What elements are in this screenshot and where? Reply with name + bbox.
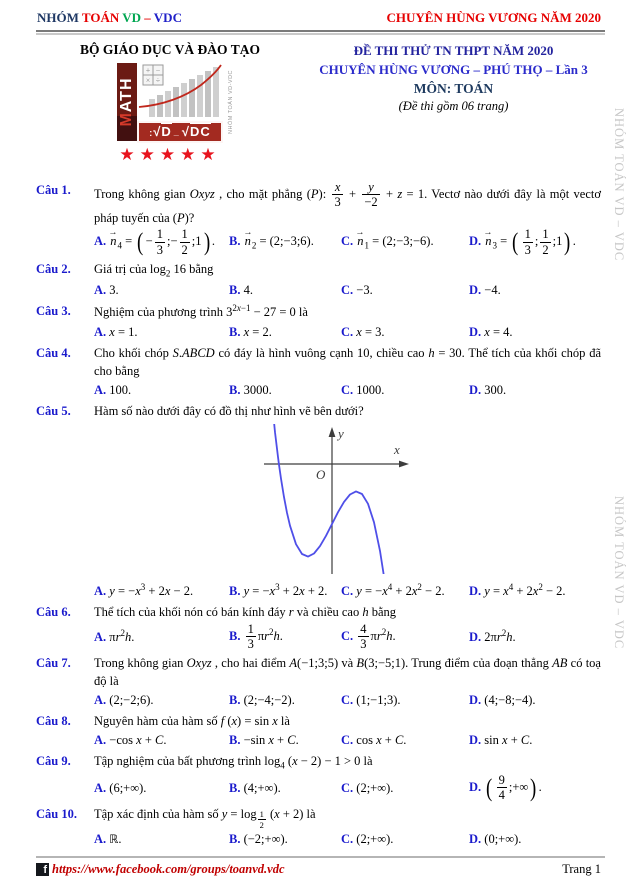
answer-option bbox=[229, 381, 341, 399]
option-letter: D. bbox=[469, 693, 482, 708]
option-text: ℝ. bbox=[109, 832, 122, 847]
facebook-group-link[interactable]: https://www.facebook.com/groups/toanvd.vdc bbox=[52, 862, 285, 876]
answer-option bbox=[94, 731, 229, 749]
answer-option bbox=[341, 281, 469, 299]
option-text: x = 4. bbox=[484, 324, 513, 339]
option-letter: D. bbox=[469, 733, 482, 748]
option-letter: B. bbox=[229, 283, 241, 298]
answer-option bbox=[341, 581, 469, 600]
option-text: (1;−1;3). bbox=[353, 693, 401, 708]
answer-option bbox=[469, 731, 601, 749]
question-label: Câu 1. bbox=[36, 183, 71, 197]
option-text: (2;+∞). bbox=[353, 781, 394, 796]
exam-subject: MÔN: TOÁN bbox=[413, 81, 494, 96]
option-text: 3000. bbox=[240, 382, 272, 397]
logo-math-m: M bbox=[118, 112, 135, 127]
option-letter: A. bbox=[94, 832, 107, 847]
option-text: 4. bbox=[240, 283, 253, 298]
option-text: −sin x + C. bbox=[240, 733, 299, 748]
answer-options bbox=[94, 830, 601, 848]
answer-options bbox=[94, 623, 601, 651]
function-graph bbox=[244, 424, 601, 578]
option-letter: D. bbox=[469, 283, 482, 298]
option-letter: B. bbox=[229, 693, 241, 708]
option-text: $y = -x^3 + 2x + 2$. bbox=[243, 582, 328, 599]
answer-options bbox=[94, 228, 601, 256]
option-letter: C. bbox=[341, 781, 354, 796]
option-text: (4;−8;−4). bbox=[481, 693, 536, 708]
answer-option bbox=[469, 774, 601, 802]
answer-option bbox=[341, 232, 469, 253]
option-text: (2;−4;−2). bbox=[240, 693, 295, 708]
question-label: Câu 8. bbox=[36, 714, 71, 729]
answer-options bbox=[94, 323, 601, 341]
ministry-title: BỘ GIÁO DỤC VÀ ĐÀO TẠO bbox=[80, 42, 260, 57]
option-text: $y = x^4 + 2x^2 - 2$. bbox=[484, 582, 566, 599]
option-letter: C. bbox=[341, 693, 354, 708]
answer-option bbox=[229, 779, 341, 797]
group-name bbox=[37, 10, 182, 26]
answer-option bbox=[229, 323, 341, 341]
facebook-icon: f bbox=[36, 863, 49, 876]
exam-pages-note: (Đề thi gồm 06 trang) bbox=[398, 99, 509, 113]
question-body: Tập nghiệm của bất phương trình $\log_4 (x - 2) - 1 > 0$ là bbox=[94, 754, 373, 771]
question bbox=[36, 260, 601, 300]
answer-option bbox=[469, 627, 601, 646]
option-letter: C. bbox=[341, 234, 354, 249]
header-vdc: VDC bbox=[153, 10, 182, 25]
answer-options bbox=[94, 281, 601, 299]
option-text: 3. bbox=[106, 283, 119, 298]
svg-text:÷: ÷ bbox=[155, 76, 161, 85]
option-text: $\frac{4}{3}$ $\pi r^2h$. bbox=[360, 621, 396, 651]
answer-option bbox=[469, 323, 601, 341]
question-body: Trong không gian Oxyz , cho hai điểm A(−1;3;5) và B(3;−5;1). Trung điểm của đoạn thẳng AB có toạ độ là bbox=[94, 655, 601, 688]
answer-option bbox=[94, 581, 229, 600]
footer-divider bbox=[36, 856, 605, 858]
answer-option bbox=[469, 281, 601, 299]
option-text: → $n_3$ = ( $\frac{1}{3}$ ; $\frac{1}{2}$ ;1) . bbox=[481, 234, 576, 248]
logo-math-bar bbox=[117, 63, 137, 141]
option-letter: A. bbox=[94, 324, 107, 339]
watermark-top: NHÓM TOÁN VD – VDC bbox=[612, 108, 626, 262]
option-letter: C. bbox=[341, 584, 354, 599]
answer-option bbox=[341, 779, 469, 797]
option-letter: C. bbox=[341, 324, 354, 339]
svg-text:−: − bbox=[155, 66, 161, 75]
header-toan: TOÁN bbox=[81, 10, 120, 25]
option-text: −cos x + C. bbox=[106, 733, 167, 748]
x-axis-label: x bbox=[394, 442, 400, 458]
watermark-bottom: NHÓM TOÁN VD – VDC bbox=[612, 496, 626, 650]
header-vd: VD bbox=[122, 10, 142, 25]
logo-vd-vdc-band: :√D _ √DC bbox=[137, 121, 223, 143]
answer-option bbox=[94, 691, 229, 709]
exam-title-line1: ĐỀ THI THỬ TN THPT NĂM 2020 bbox=[353, 43, 554, 58]
option-text: 1000. bbox=[353, 382, 385, 397]
option-letter: D. bbox=[469, 324, 482, 339]
option-letter: A. bbox=[94, 584, 107, 599]
bar-chart-growth-icon bbox=[137, 63, 223, 121]
answer-option bbox=[229, 281, 341, 299]
option-letter: B. bbox=[229, 584, 241, 599]
vd-vdc-logo bbox=[117, 63, 234, 141]
header-exam-name: CHUYÊN HÙNG VƯƠNG NĂM 2020 bbox=[386, 10, 601, 25]
option-text: 100. bbox=[106, 382, 132, 397]
option-letter: B. bbox=[229, 324, 241, 339]
logo-side-text: NHÓM TOÁN VD-VDC bbox=[228, 69, 234, 135]
answer-options bbox=[94, 731, 601, 749]
calculator-icon bbox=[143, 65, 163, 85]
answer-option bbox=[341, 323, 469, 341]
question bbox=[36, 805, 601, 848]
answer-options bbox=[94, 691, 601, 709]
masthead bbox=[36, 42, 603, 165]
question-label: Câu 7. bbox=[36, 655, 71, 670]
answer-option bbox=[94, 779, 229, 797]
answer-option bbox=[229, 830, 341, 848]
option-text: (6;+∞). bbox=[106, 781, 147, 796]
exam-title-line2: CHUYÊN HÙNG VƯƠNG – PHÚ THỌ – Lần 3 bbox=[319, 62, 588, 77]
answer-option bbox=[229, 232, 341, 253]
answer-option bbox=[94, 323, 229, 341]
question-label: Câu 3. bbox=[36, 304, 71, 319]
answer-options bbox=[94, 774, 601, 802]
option-letter: B. bbox=[229, 234, 241, 249]
option-text: ( $\frac{9}{4}$ ;+∞) . bbox=[486, 773, 542, 803]
question-label: Câu 10. bbox=[36, 807, 77, 822]
option-text: (4;+∞). bbox=[240, 781, 281, 796]
option-text: $y = -x^3 + 2x - 2$. bbox=[109, 582, 194, 599]
option-text: 300. bbox=[481, 382, 507, 397]
option-letter: D. bbox=[469, 780, 482, 795]
x-axis-arrow bbox=[399, 461, 409, 468]
answer-option bbox=[341, 830, 469, 848]
question-body: Giá trị của $\log_2 16$ bằng bbox=[94, 261, 214, 279]
question-body: Nghiệm của phương trình $3^{2x-1} - 27 = 0$ là bbox=[94, 303, 308, 320]
option-letter: C. bbox=[341, 832, 354, 847]
question-body: Cho khối chóp S.ABCD có đáy là hình vuông cạnh 10, chiều cao h = 30. Thể tích của khối chóp đã cho bằng bbox=[94, 345, 602, 378]
question-label: Câu 2. bbox=[36, 261, 71, 276]
question-body: Thể tích của khối nón có bán kính đáy r và chiều cao h bằng bbox=[94, 605, 397, 620]
origin-label: O bbox=[316, 467, 326, 483]
answer-option bbox=[469, 691, 601, 709]
answer-option bbox=[94, 228, 229, 256]
question-label: Câu 5. bbox=[36, 404, 71, 419]
answer-option bbox=[469, 581, 601, 600]
option-letter: C. bbox=[341, 382, 354, 397]
option-text: → $n_4$ = ( − $\frac{1}{3}$ ;− $\frac{1}{2}$ ;1) . bbox=[106, 234, 215, 248]
question bbox=[36, 181, 601, 257]
option-text: (2;−2;6). bbox=[106, 693, 154, 708]
option-letter: A. bbox=[94, 693, 107, 708]
option-letter: B. bbox=[229, 733, 241, 748]
option-letter: A. bbox=[94, 382, 107, 397]
five-stars: ★★★★★ bbox=[119, 145, 221, 165]
questions-list bbox=[36, 181, 601, 851]
option-text: −3. bbox=[353, 283, 373, 298]
question-body: Hàm số nào dưới đây có đồ thị như hình vẽ bên dưới? bbox=[94, 404, 364, 419]
question-body: Nguyên hàm của hàm số f (x) = sin x là bbox=[94, 714, 290, 729]
option-letter: C. bbox=[341, 733, 354, 748]
question-label: Câu 9. bbox=[36, 754, 71, 769]
option-text: x = 1. bbox=[109, 324, 138, 339]
answer-option bbox=[229, 731, 341, 749]
header-divider bbox=[36, 30, 605, 35]
answer-option bbox=[94, 381, 229, 399]
answer-option bbox=[469, 381, 601, 399]
header-dash: – bbox=[144, 10, 151, 25]
option-letter: C. bbox=[341, 628, 354, 643]
answer-option bbox=[94, 627, 229, 646]
answer-option bbox=[94, 830, 229, 848]
option-text: → $n_2$ = (2;−3;6). bbox=[240, 234, 313, 248]
answer-options bbox=[94, 581, 601, 600]
question-body: Tập xác định của hàm số y = log $_{\frac{1}{2}}$ (x + 2) là bbox=[94, 807, 316, 830]
header-nhom: NHÓM bbox=[37, 10, 79, 25]
answer-option bbox=[341, 731, 469, 749]
option-letter: D. bbox=[469, 584, 482, 599]
answer-options bbox=[94, 381, 601, 399]
answer-option bbox=[341, 381, 469, 399]
option-letter: D. bbox=[469, 630, 482, 645]
question-body: Trong không gian Oxyz , cho mặt phẳng (P): $\frac{x}{3}$ + $\frac{y}{-2}$ + z = 1. Vectơ nào dưới đây là một vectơ pháp tuyến của (P)? bbox=[94, 180, 601, 226]
option-letter: D. bbox=[469, 234, 482, 249]
option-text: x = 2. bbox=[243, 324, 272, 339]
option-text: (−2;+∞). bbox=[240, 832, 288, 847]
option-letter: D. bbox=[469, 832, 482, 847]
answer-option bbox=[341, 623, 469, 651]
question bbox=[36, 752, 601, 802]
cubic-curve bbox=[274, 424, 383, 574]
logo-math-rest: ATH bbox=[118, 77, 135, 113]
option-letter: A. bbox=[94, 733, 107, 748]
option-letter: A. bbox=[94, 234, 107, 249]
answer-option bbox=[229, 623, 341, 651]
option-text: $\frac{1}{3}$ $\pi r^2h$. bbox=[247, 621, 283, 651]
svg-text:×: × bbox=[145, 76, 151, 85]
question-label: Câu 6. bbox=[36, 605, 71, 620]
question bbox=[36, 402, 601, 600]
option-letter: B. bbox=[229, 382, 241, 397]
option-text: $\pi r^2h$. bbox=[106, 628, 135, 645]
option-text: (2;+∞). bbox=[353, 832, 394, 847]
option-text: (0;+∞). bbox=[481, 832, 522, 847]
option-text: sin x + C. bbox=[481, 733, 533, 748]
question bbox=[36, 603, 601, 650]
page-footer bbox=[36, 862, 601, 877]
option-letter: A. bbox=[94, 283, 107, 298]
option-letter: B. bbox=[229, 781, 241, 796]
answer-option bbox=[94, 281, 229, 299]
question bbox=[36, 344, 601, 399]
question bbox=[36, 654, 601, 709]
option-text: → $n_1$ = (2;−3;−6). bbox=[353, 234, 433, 248]
option-letter: C. bbox=[341, 283, 354, 298]
question bbox=[36, 302, 601, 340]
option-letter: D. bbox=[469, 382, 482, 397]
question bbox=[36, 712, 601, 749]
answer-option bbox=[469, 228, 601, 256]
option-letter: A. bbox=[94, 630, 107, 645]
page-header bbox=[37, 10, 601, 26]
answer-option bbox=[229, 581, 341, 600]
option-text: x = 3. bbox=[356, 324, 385, 339]
page-number: Trang 1 bbox=[562, 862, 601, 876]
answer-option bbox=[229, 691, 341, 709]
option-text: −4. bbox=[481, 283, 501, 298]
option-text: cos x + C. bbox=[353, 733, 407, 748]
answer-option bbox=[341, 691, 469, 709]
option-text: $y = -x^4 + 2x^2 - 2$. bbox=[356, 582, 445, 599]
y-axis-label: y bbox=[338, 426, 344, 442]
question-label: Câu 4. bbox=[36, 345, 71, 360]
svg-text:+: + bbox=[145, 66, 151, 75]
option-letter: B. bbox=[229, 628, 241, 643]
answer-option bbox=[469, 830, 601, 848]
option-letter: A. bbox=[94, 781, 107, 796]
option-text: $2\pi r^2h$. bbox=[481, 628, 516, 645]
option-letter: B. bbox=[229, 832, 241, 847]
y-axis-arrow bbox=[329, 427, 336, 437]
